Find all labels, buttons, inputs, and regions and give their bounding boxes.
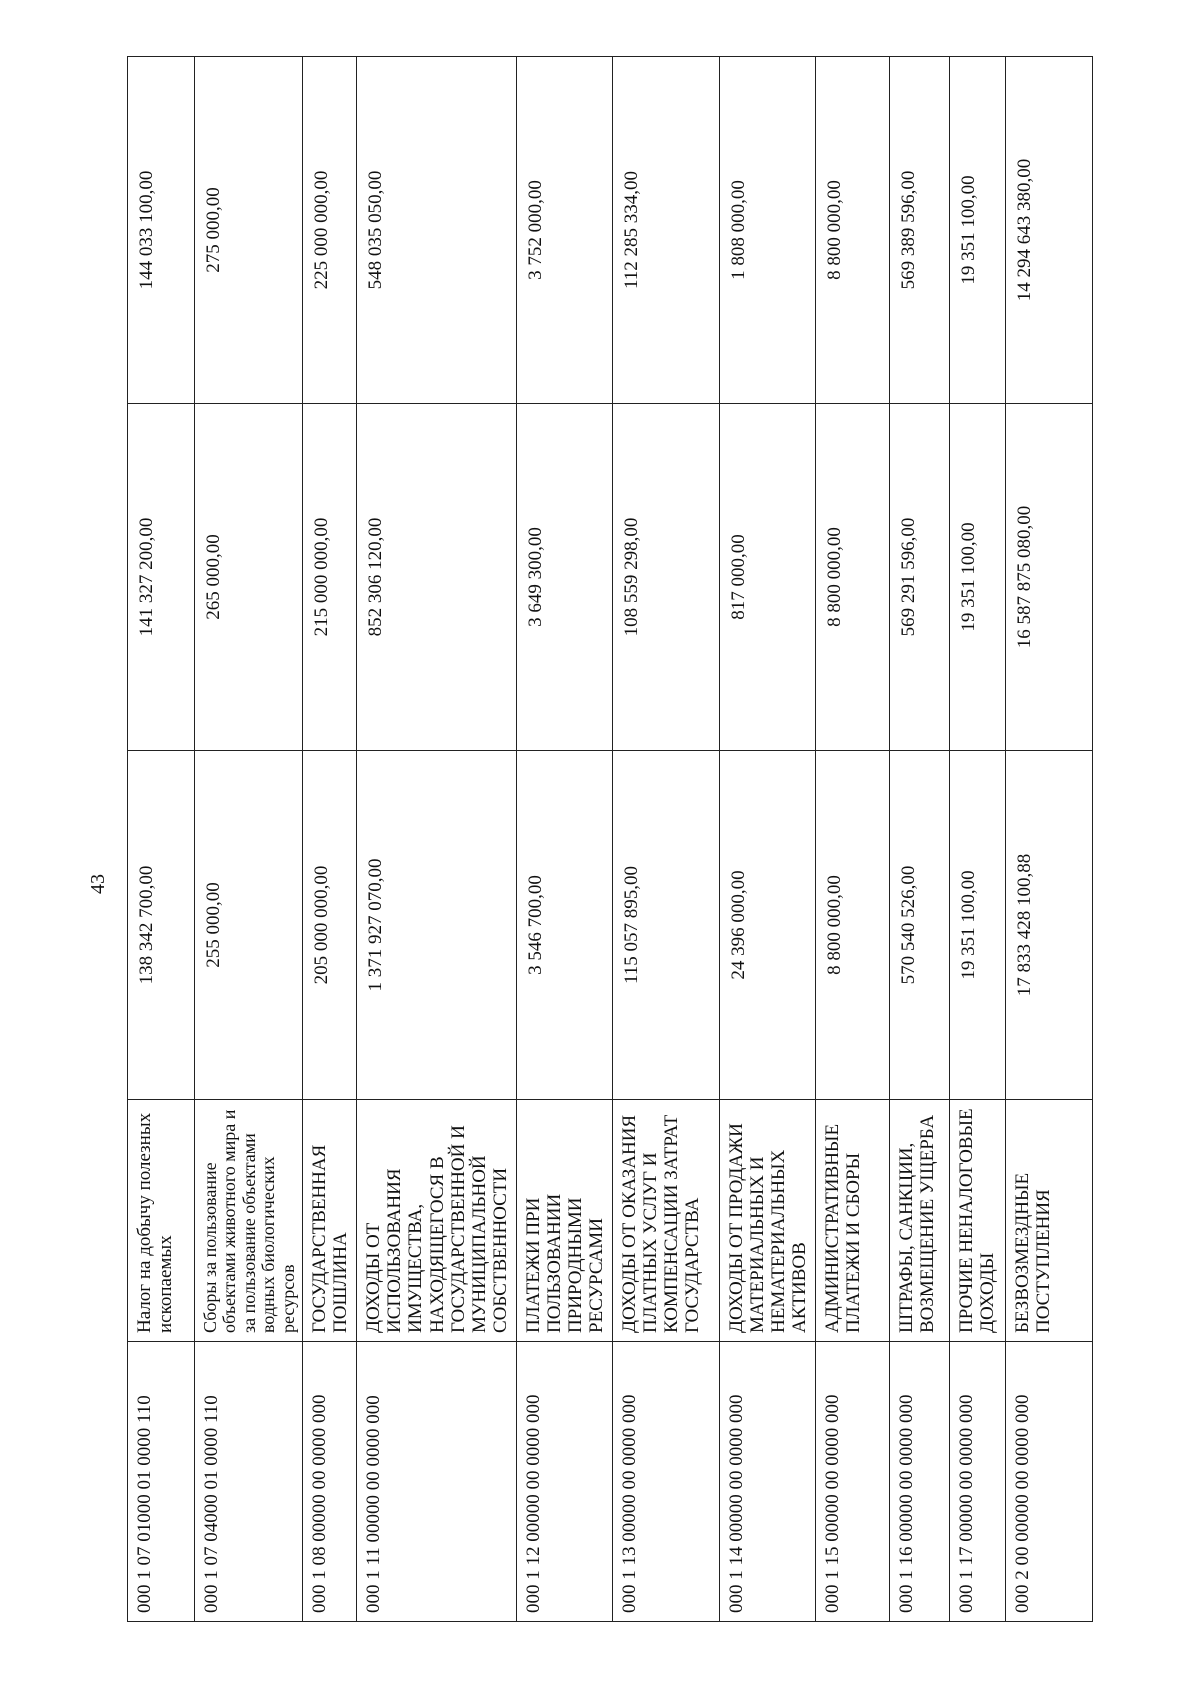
row-name: БЕЗВОЗМЕЗДНЫЕ ПОСТУПЛЕНИЯ	[1005, 1100, 1092, 1342]
row-value-1: 24 396 000,00	[719, 751, 815, 1100]
table-row	[612, 57, 719, 1622]
table-row	[815, 57, 889, 1622]
row-code: 000 1 11 00000 00 0000 000	[356, 1342, 516, 1622]
row-code: 000 1 17 00000 00 0000 000	[949, 1342, 1005, 1622]
row-code: 000 1 16 00000 00 0000 000	[889, 1342, 949, 1622]
row-value-1: 1 371 927 070,00	[356, 751, 516, 1100]
table-row	[195, 57, 303, 1622]
table-row	[516, 57, 612, 1622]
row-code: 000 1 13 00000 00 0000 000	[612, 1342, 719, 1622]
row-value-2: 141 327 200,00	[128, 404, 195, 751]
table-row	[1005, 57, 1092, 1622]
row-value-2: 817 000,00	[719, 404, 815, 751]
row-name: ШТРАФЫ, САНКЦИИ, ВОЗМЕЩЕНИЕ УЩЕРБА	[889, 1100, 949, 1342]
row-code: 000 1 14 00000 00 0000 000	[719, 1342, 815, 1622]
row-name: Сборы за пользование объектами животного мира и за пользование объектами водных биологических ресурсов	[195, 1100, 303, 1342]
row-value-2: 8 800 000,00	[815, 404, 889, 751]
table-row	[128, 57, 195, 1622]
page-number: 43	[87, 874, 109, 894]
row-value-3: 14 294 643 380,00	[1005, 57, 1092, 404]
row-value-1: 205 000 000,00	[303, 751, 357, 1100]
table-box	[127, 57, 1054, 1622]
table-row	[949, 57, 1005, 1622]
revenue-table	[127, 56, 1093, 1622]
row-value-3: 548 035 050,00	[356, 57, 516, 404]
row-value-3: 275 000,00	[195, 57, 303, 404]
row-value-1: 255 000,00	[195, 751, 303, 1100]
row-value-3: 112 285 334,00	[612, 57, 719, 404]
row-value-2: 16 587 875 080,00	[1005, 404, 1092, 751]
row-code: 000 1 07 04000 01 0000 110	[195, 1342, 303, 1622]
table-row	[356, 57, 516, 1622]
row-name: ПРОЧИЕ НЕНАЛОГОВЫЕ ДОХОДЫ	[949, 1100, 1005, 1342]
table-row	[719, 57, 815, 1622]
row-code: 000 1 08 00000 00 0000 000	[303, 1342, 357, 1622]
row-value-2: 3 649 300,00	[516, 404, 612, 751]
row-code: 000 1 15 00000 00 0000 000	[815, 1342, 889, 1622]
row-value-1: 8 800 000,00	[815, 751, 889, 1100]
row-value-2: 852 306 120,00	[356, 404, 516, 751]
row-value-3: 1 808 000,00	[719, 57, 815, 404]
row-code: 000 1 12 00000 00 0000 000	[516, 1342, 612, 1622]
row-name: АДМИНИСТРАТИВНЫЕ ПЛАТЕЖИ И СБОРЫ	[815, 1100, 889, 1342]
table-row	[889, 57, 949, 1622]
row-value-1: 19 351 100,00	[949, 751, 1005, 1100]
row-value-2: 215 000 000,00	[303, 404, 357, 751]
rotated-table-wrapper	[127, 57, 1054, 1622]
row-name: ГОСУДАРСТВЕННАЯ ПОШЛИНА	[303, 1100, 357, 1342]
row-value-1: 3 546 700,00	[516, 751, 612, 1100]
row-value-1: 570 540 526,00	[889, 751, 949, 1100]
row-value-3: 3 752 000,00	[516, 57, 612, 404]
row-value-1: 17 833 428 100,88	[1005, 751, 1092, 1100]
row-name: ДОХОДЫ ОТ ИСПОЛЬЗОВАНИЯ ИМУЩЕСТВА, НАХОДЯЩЕГОСЯ В ГОСУДАРСТВЕННОЙ И МУНИЦИПАЛЬНОЙ СОБСТВЕННОСТИ	[356, 1100, 516, 1342]
row-value-3: 225 000 000,00	[303, 57, 357, 404]
row-value-2: 265 000,00	[195, 404, 303, 751]
row-code: 000 1 07 01000 01 0000 110	[128, 1342, 195, 1622]
row-value-3: 8 800 000,00	[815, 57, 889, 404]
row-name: ДОХОДЫ ОТ ОКАЗАНИЯ ПЛАТНЫХ УСЛУГ И КОМПЕНСАЦИИ ЗАТРАТ ГОСУДАРСТВА	[612, 1100, 719, 1342]
row-name: ДОХОДЫ ОТ ПРОДАЖИ МАТЕРИАЛЬНЫХ И НЕМАТЕРИАЛЬНЫХ АКТИВОВ	[719, 1100, 815, 1342]
row-code: 000 2 00 00000 00 0000 000	[1005, 1342, 1092, 1622]
row-name: ПЛАТЕЖИ ПРИ ПОЛЬЗОВАНИИ ПРИРОДНЫМИ РЕСУРСАМИ	[516, 1100, 612, 1342]
row-value-2: 569 291 596,00	[889, 404, 949, 751]
row-name: Налог на добычу полезных ископаемых	[128, 1100, 195, 1342]
row-value-2: 108 559 298,00	[612, 404, 719, 751]
row-value-2: 19 351 100,00	[949, 404, 1005, 751]
row-value-3: 569 389 596,00	[889, 57, 949, 404]
row-value-3: 144 033 100,00	[128, 57, 195, 404]
row-value-1: 138 342 700,00	[128, 751, 195, 1100]
table-row	[303, 57, 357, 1622]
row-value-3: 19 351 100,00	[949, 57, 1005, 404]
row-value-1: 115 057 895,00	[612, 751, 719, 1100]
